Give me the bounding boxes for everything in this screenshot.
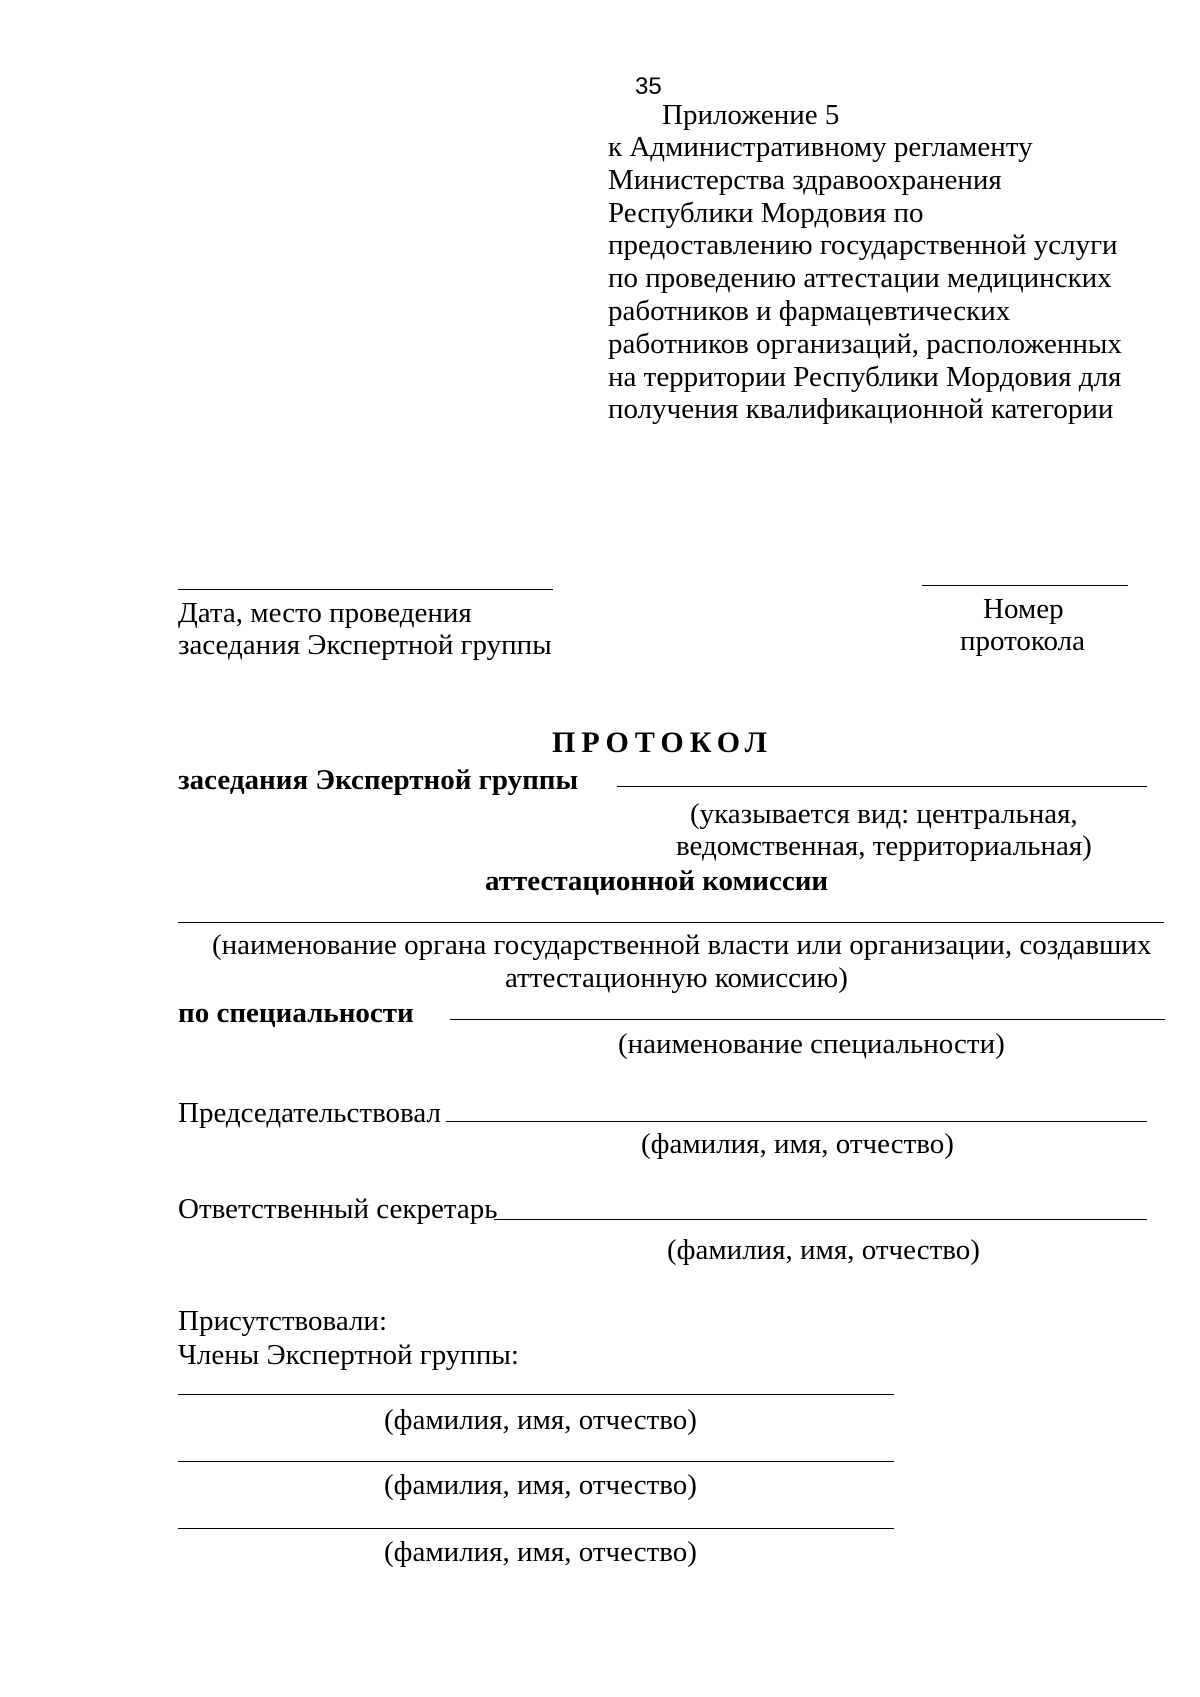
secretary-hint: (фамилия, имя, отчество) xyxy=(667,1234,980,1266)
appendix-line: Республики Мордовия по xyxy=(608,196,924,229)
appendix-line: Министерства здравоохранения xyxy=(608,163,1002,196)
member-hint: (фамилия, имя, отчество) xyxy=(384,1404,697,1436)
chair-field[interactable] xyxy=(446,1121,1147,1122)
appendix-line: работников и фармацевтических xyxy=(608,294,1011,327)
protocol-number-field[interactable] xyxy=(922,585,1128,586)
appendix-line: к Административному регламенту xyxy=(608,131,1033,163)
specialty-label: по специальности xyxy=(178,997,414,1029)
protocol-number-label: Номер xyxy=(983,593,1064,625)
organ-hint: (наименование органа государственной власти или организации, создавших xyxy=(212,929,1152,961)
date-place-label: заседания Экспертной группы xyxy=(178,629,552,661)
appendix-title: Приложение 5 xyxy=(662,99,840,131)
organ-name-field[interactable] xyxy=(178,922,1164,923)
member-hint: (фамилия, имя, отчество) xyxy=(384,1469,697,1501)
chair-hint: (фамилия, имя, отчество) xyxy=(641,1128,954,1160)
appendix-line: на территории Республики Мордовия для xyxy=(608,360,1122,393)
date-place-field[interactable] xyxy=(178,589,553,590)
present-label: Присутствовали: xyxy=(178,1305,388,1337)
appendix-line: предоставлению государственной услуги xyxy=(608,229,1118,262)
meeting-hint: (указывается вид: центральная, xyxy=(690,798,1078,830)
appendix-text xyxy=(608,131,1122,426)
meeting-type-field[interactable] xyxy=(617,786,1147,787)
appendix-line: получения квалификационной категории xyxy=(608,393,1114,426)
specialty-field[interactable] xyxy=(450,1019,1165,1020)
protocol-number-label: протокола xyxy=(960,625,1086,657)
appendix-line: по проведению аттестации медицинских xyxy=(608,262,1112,295)
date-place-label: Дата, место проведения xyxy=(178,597,472,629)
secretary-label: Ответственный секретарь xyxy=(178,1193,498,1225)
page-number: 35 xyxy=(635,73,662,100)
member-field[interactable] xyxy=(178,1528,894,1529)
appendix-line: работников организаций, расположенных xyxy=(608,327,1122,360)
meeting-label: заседания Экспертной группы xyxy=(178,764,579,796)
member-hint: (фамилия, имя, отчество) xyxy=(384,1536,697,1568)
members-label: Члены Экспертной группы: xyxy=(178,1339,519,1371)
protocol-title: ПРОТОКОЛ xyxy=(552,726,773,759)
commission-label: аттестационной комиссии xyxy=(485,865,829,897)
specialty-hint: (наименование специальности) xyxy=(618,1028,1005,1060)
member-field[interactable] xyxy=(178,1461,894,1462)
chair-label: Председательствовал xyxy=(178,1097,441,1129)
organ-hint: аттестационную комиссию) xyxy=(505,962,848,994)
member-field[interactable] xyxy=(178,1394,894,1395)
secretary-field[interactable] xyxy=(494,1219,1147,1220)
meeting-hint: ведомственная, территориальная) xyxy=(676,830,1092,862)
